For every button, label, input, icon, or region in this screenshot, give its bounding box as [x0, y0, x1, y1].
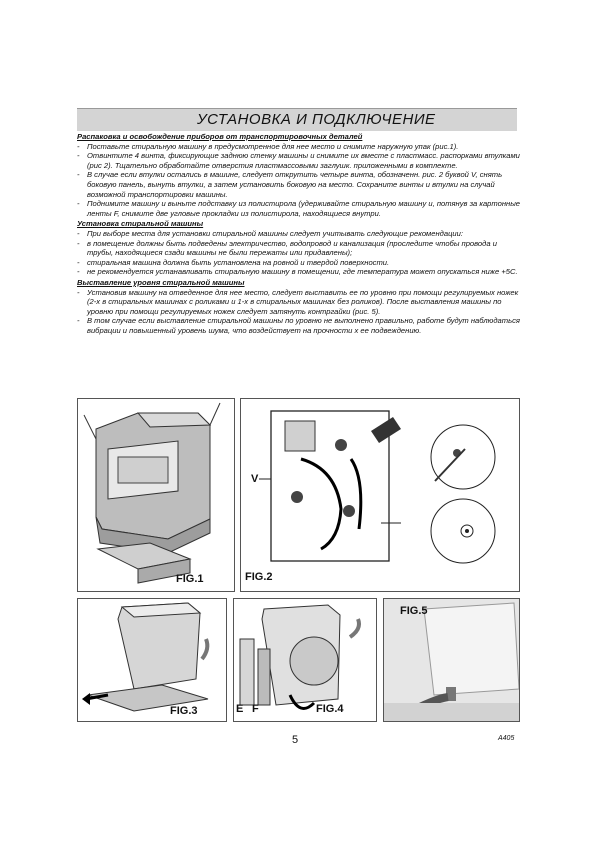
section-unpacking	[77, 132, 522, 218]
list-item: - не рекомендуется устанавливать стиральную машину в помещении, где температура может опускаться ниже +5С.	[77, 267, 518, 277]
list-item: - в помещение должны быть подведены электричество, водопровод и канализация (проследите чтобы провода и трубы, находящиеся сзади машины не были пережаты или придавлены);	[77, 238, 497, 258]
list-item: - В том случае если выставление стиральной машины по уровню не выполнено правильно, работе будут наблюдаться вибрации и повышенный уровень шума, что воздействует на прочности х ее подвеждению.	[77, 316, 520, 335]
back-panel-screws-illustration	[241, 399, 519, 591]
section-leveling	[77, 278, 522, 336]
figure-1	[77, 398, 235, 592]
list-item: - При выборе места для установки стиральной машины следует учитывать следующие рекомендации:	[77, 228, 463, 238]
figure-4	[233, 598, 377, 722]
figure-4-f-label: F	[252, 703, 259, 715]
list-item: - Поднимите машину и выньте подставку из полистирола (удерживайте стиральную машину и, потянув за картонные ленты F, снимите две угловые прокладки из полистирола, находящиеся внутри.	[77, 199, 521, 218]
section-heading: Установка стиральной машины	[77, 219, 204, 229]
figure-2	[240, 398, 520, 592]
figure-3	[77, 598, 227, 722]
list-item: - Поставьте стиральную машину в предусмотренное для нее место и снимите наружную упак (рис.1).	[77, 141, 459, 151]
section-heading: Выставление уровня стиральной машины	[77, 277, 245, 287]
list-item: - Установив машину на отведенное для нее место, следует выставить ее по уровню при помощи регулируемых ножек (2-х в стиральных машинах с роликами и 1-х в стиральных машинах без роликов). После выставления машины по уровню при помощи регулируемых ножек следует затянуть контргайки (рис. 5).	[77, 287, 519, 316]
figure-4-label: FIG.4	[316, 703, 344, 715]
instructions-text	[77, 131, 522, 335]
list-item: - стиральная машина должна быть установлена на ровной и твердой поверхности.	[77, 257, 390, 267]
list-item: - Отвинтите 4 винта, фиксирующие заднюю стенку машины и снимите их вместе с пластмасс. распорками втулками (рис 2). Тщательно обработайте отверстия пластмассовыми заглушк. приложенными в комплекте.	[77, 151, 520, 170]
section-installation	[77, 219, 522, 277]
document-code: A405	[498, 735, 515, 742]
section-heading: Распаковка и освобождение приборов от транспортировочных деталей	[77, 132, 363, 141]
figure-5-label: FIG.5	[400, 605, 428, 617]
lift-machine-illustration	[78, 599, 226, 721]
unpacking-illustration	[78, 399, 234, 591]
figure-2-label: FIG.2	[245, 571, 273, 583]
page-title: УСТАНОВКА И ПОДКЛЮЧЕНИЕ	[197, 111, 436, 128]
figure-1-label: FIG.1	[176, 573, 204, 585]
list-item: - В случае если втулки остались в машине, следует открутить четыре винта, обозначенн. рис. 2 буквой V, снять боковую панель, вынуть втулки, а затем установить боковую на место. Сохраните винты и втулки на случай возможной транспортировки машины.	[77, 170, 503, 199]
page-number: 5	[292, 734, 299, 746]
figure-2-v-label: V	[251, 473, 259, 485]
title-bar	[77, 108, 517, 131]
figure-5	[383, 598, 520, 722]
figure-4-e-label: E	[236, 703, 244, 715]
figure-3-label: FIG.3	[170, 705, 198, 717]
leveling-feet-illustration	[384, 599, 519, 721]
